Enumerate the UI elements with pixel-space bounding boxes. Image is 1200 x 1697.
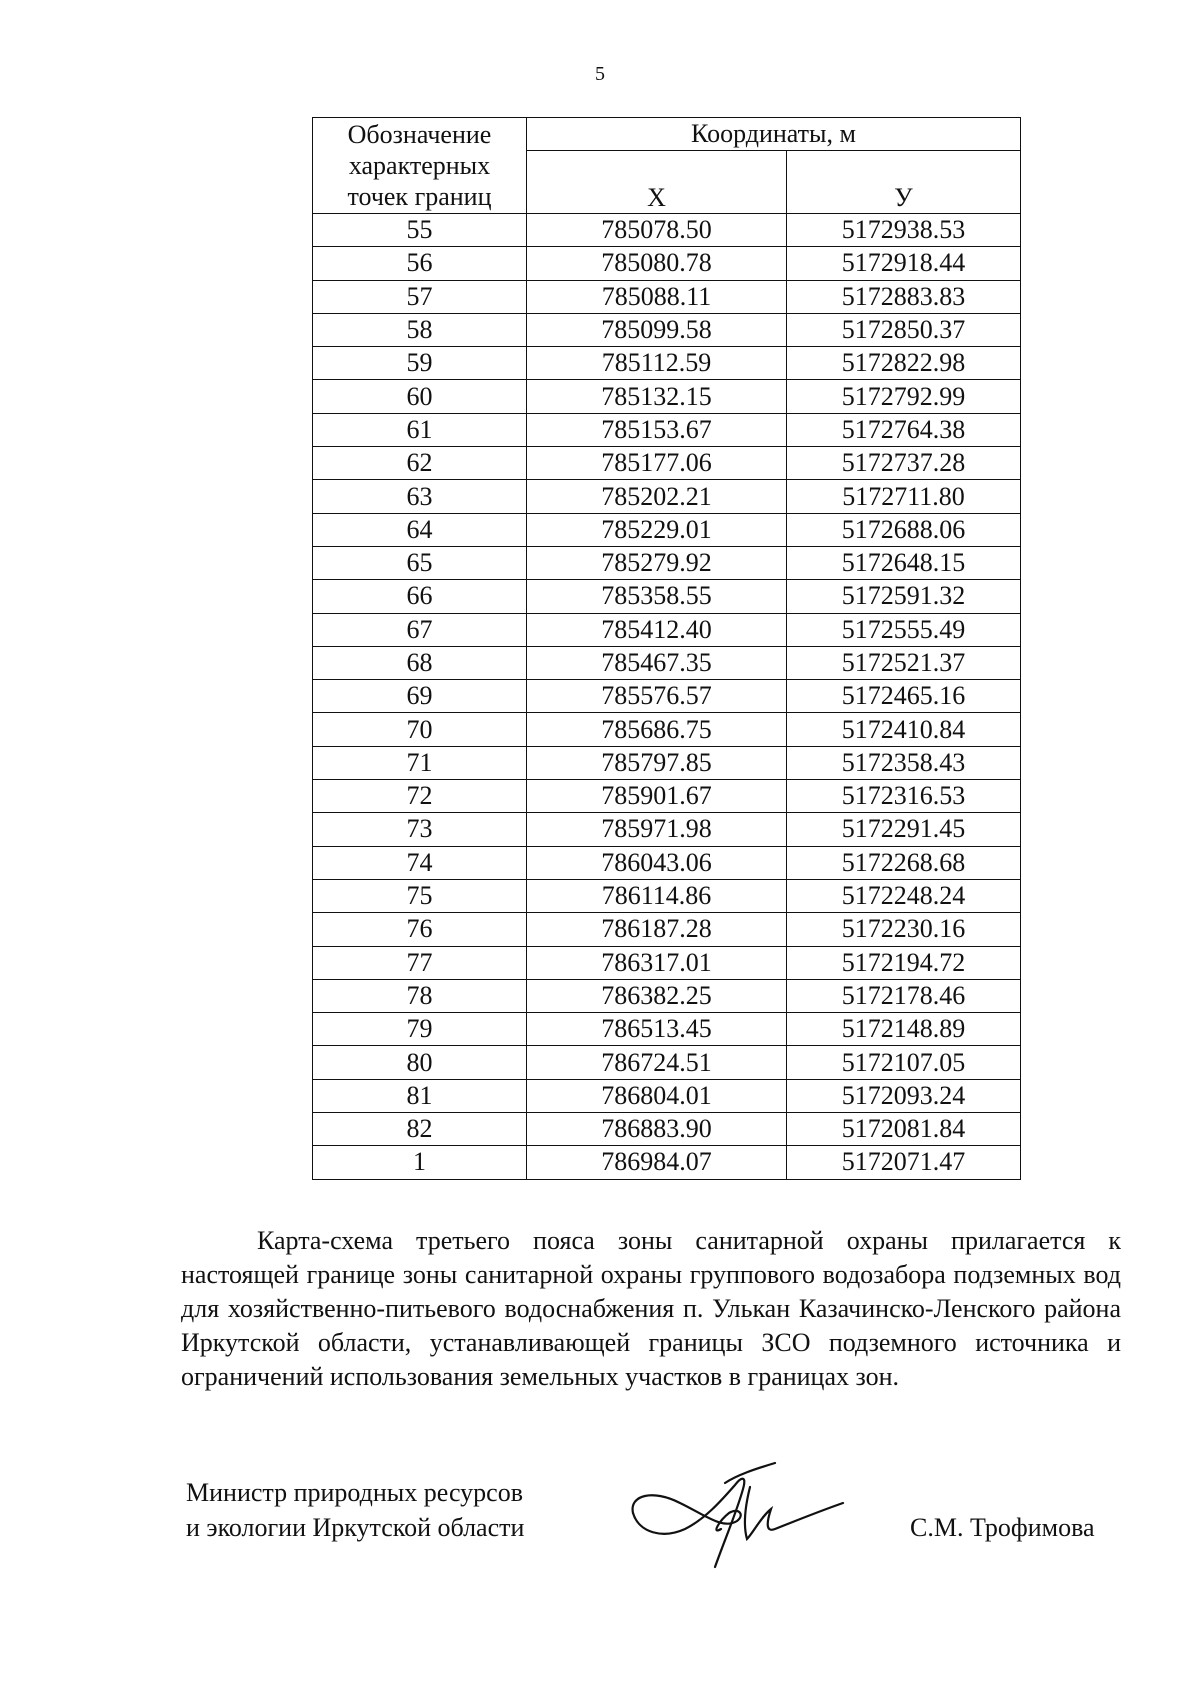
point-cell: 58	[313, 313, 527, 346]
header-y: У	[787, 151, 1021, 214]
y-cell: 5172737.28	[787, 447, 1021, 480]
header-point-label: Обозначение характерных точек границ	[313, 118, 527, 214]
point-cell: 56	[313, 247, 527, 280]
y-cell: 5172194.72	[787, 946, 1021, 979]
x-cell: 785153.67	[527, 413, 787, 446]
point-cell: 73	[313, 813, 527, 846]
x-cell: 786043.06	[527, 846, 787, 879]
y-cell: 5172230.16	[787, 913, 1021, 946]
table-body	[313, 214, 1021, 1180]
table-row	[313, 447, 1021, 480]
point-cell: 81	[313, 1079, 527, 1112]
point-cell: 71	[313, 746, 527, 779]
table-row	[313, 1046, 1021, 1079]
table-row	[313, 946, 1021, 979]
point-cell: 77	[313, 946, 527, 979]
table-row	[313, 480, 1021, 513]
x-cell: 785177.06	[527, 447, 787, 480]
x-cell: 786804.01	[527, 1079, 787, 1112]
point-cell: 55	[313, 214, 527, 247]
x-cell: 785901.67	[527, 780, 787, 813]
y-cell: 5172316.53	[787, 780, 1021, 813]
x-cell: 786883.90	[527, 1113, 787, 1146]
y-cell: 5172178.46	[787, 979, 1021, 1012]
x-cell: 785971.98	[527, 813, 787, 846]
signatory-title-line-1: Министр природных ресурсов	[186, 1478, 523, 1507]
page-number: 5	[595, 63, 605, 85]
table-row	[313, 613, 1021, 646]
x-cell: 786984.07	[527, 1146, 787, 1179]
signatory-title-line-2: и экологии Иркутской области	[186, 1513, 525, 1542]
x-cell: 785112.59	[527, 347, 787, 380]
table-row	[313, 380, 1021, 413]
x-cell: 785576.57	[527, 680, 787, 713]
y-cell: 5172850.37	[787, 313, 1021, 346]
point-cell: 75	[313, 879, 527, 912]
point-cell: 57	[313, 280, 527, 313]
y-cell: 5172822.98	[787, 347, 1021, 380]
point-cell: 79	[313, 1013, 527, 1046]
point-cell: 1	[313, 1146, 527, 1179]
point-cell: 64	[313, 513, 527, 546]
table-header-row	[313, 118, 1021, 151]
table-row	[313, 979, 1021, 1012]
table-row	[313, 347, 1021, 380]
table-row	[313, 879, 1021, 912]
table-row	[313, 214, 1021, 247]
x-cell: 785797.85	[527, 746, 787, 779]
x-cell: 785686.75	[527, 713, 787, 746]
y-cell: 5172410.84	[787, 713, 1021, 746]
y-cell: 5172555.49	[787, 613, 1021, 646]
x-cell: 786317.01	[527, 946, 787, 979]
y-cell: 5172081.84	[787, 1113, 1021, 1146]
point-cell: 62	[313, 447, 527, 480]
y-cell: 5172093.24	[787, 1079, 1021, 1112]
x-cell: 785080.78	[527, 247, 787, 280]
x-cell: 786114.86	[527, 879, 787, 912]
table-row	[313, 280, 1021, 313]
x-cell: 785088.11	[527, 280, 787, 313]
table-row	[313, 1146, 1021, 1179]
y-cell: 5172591.32	[787, 580, 1021, 613]
point-cell: 68	[313, 646, 527, 679]
x-cell: 785229.01	[527, 513, 787, 546]
point-cell: 61	[313, 413, 527, 446]
x-cell: 786382.25	[527, 979, 787, 1012]
signatory-title	[186, 1475, 524, 1545]
point-cell: 72	[313, 780, 527, 813]
point-cell: 76	[313, 913, 527, 946]
x-cell: 785202.21	[527, 480, 787, 513]
x-cell: 785099.58	[527, 313, 787, 346]
y-cell: 5172648.15	[787, 546, 1021, 579]
y-cell: 5172883.83	[787, 280, 1021, 313]
point-cell: 82	[313, 1113, 527, 1146]
y-cell: 5172688.06	[787, 513, 1021, 546]
x-cell: 786724.51	[527, 1046, 787, 1079]
y-cell: 5172918.44	[787, 247, 1021, 280]
table-row	[313, 1013, 1021, 1046]
table-row	[313, 846, 1021, 879]
signatory-name: С.М. Трофимова	[910, 1513, 1095, 1542]
y-cell: 5172291.45	[787, 813, 1021, 846]
y-cell: 5172148.89	[787, 1013, 1021, 1046]
table-row	[313, 546, 1021, 579]
point-cell: 78	[313, 979, 527, 1012]
y-cell: 5172792.99	[787, 380, 1021, 413]
table-row	[313, 746, 1021, 779]
point-cell: 69	[313, 680, 527, 713]
x-cell: 785078.50	[527, 214, 787, 247]
coordinates-table	[312, 117, 1021, 1180]
x-cell: 785132.15	[527, 380, 787, 413]
table-row	[313, 513, 1021, 546]
table-row	[313, 413, 1021, 446]
point-cell: 80	[313, 1046, 527, 1079]
y-cell: 5172711.80	[787, 480, 1021, 513]
table-row	[313, 813, 1021, 846]
y-cell: 5172268.68	[787, 846, 1021, 879]
header-x: Х	[527, 151, 787, 214]
x-cell: 786513.45	[527, 1013, 787, 1046]
x-cell: 786187.28	[527, 913, 787, 946]
y-cell: 5172358.43	[787, 746, 1021, 779]
table-row	[313, 680, 1021, 713]
table-row	[313, 646, 1021, 679]
point-cell: 66	[313, 580, 527, 613]
table-row	[313, 713, 1021, 746]
y-cell: 5172248.24	[787, 879, 1021, 912]
x-cell: 785467.35	[527, 646, 787, 679]
table-row	[313, 913, 1021, 946]
handwritten-signature	[625, 1455, 845, 1570]
x-cell: 785412.40	[527, 613, 787, 646]
y-cell: 5172071.47	[787, 1146, 1021, 1179]
table-row	[313, 247, 1021, 280]
point-cell: 70	[313, 713, 527, 746]
point-cell: 74	[313, 846, 527, 879]
table-row	[313, 1079, 1021, 1112]
x-cell: 785279.92	[527, 546, 787, 579]
body-paragraph: Карта-схема третьего пояса зоны санитарной охраны прилагается к настоящей границе зоны санитарной охраны группового водозабора подземных вод для хозяйственно-питьевого водоснабжения п. Улькан Казачинско-Ленского района Иркутской области, устанавливающей границы ЗСО подземного источника и ограничений использования земельных участков в границах зон.	[181, 1226, 1121, 1391]
y-cell: 5172465.16	[787, 680, 1021, 713]
table-row	[313, 313, 1021, 346]
point-cell: 67	[313, 613, 527, 646]
x-cell: 785358.55	[527, 580, 787, 613]
y-cell: 5172938.53	[787, 214, 1021, 247]
table-row	[313, 580, 1021, 613]
point-cell: 59	[313, 347, 527, 380]
y-cell: 5172107.05	[787, 1046, 1021, 1079]
y-cell: 5172764.38	[787, 413, 1021, 446]
header-coordinates-group: Координаты, м	[527, 118, 1021, 151]
y-cell: 5172521.37	[787, 646, 1021, 679]
point-cell: 65	[313, 546, 527, 579]
table-row	[313, 1113, 1021, 1146]
table-row	[313, 780, 1021, 813]
point-cell: 60	[313, 380, 527, 413]
point-cell: 63	[313, 480, 527, 513]
